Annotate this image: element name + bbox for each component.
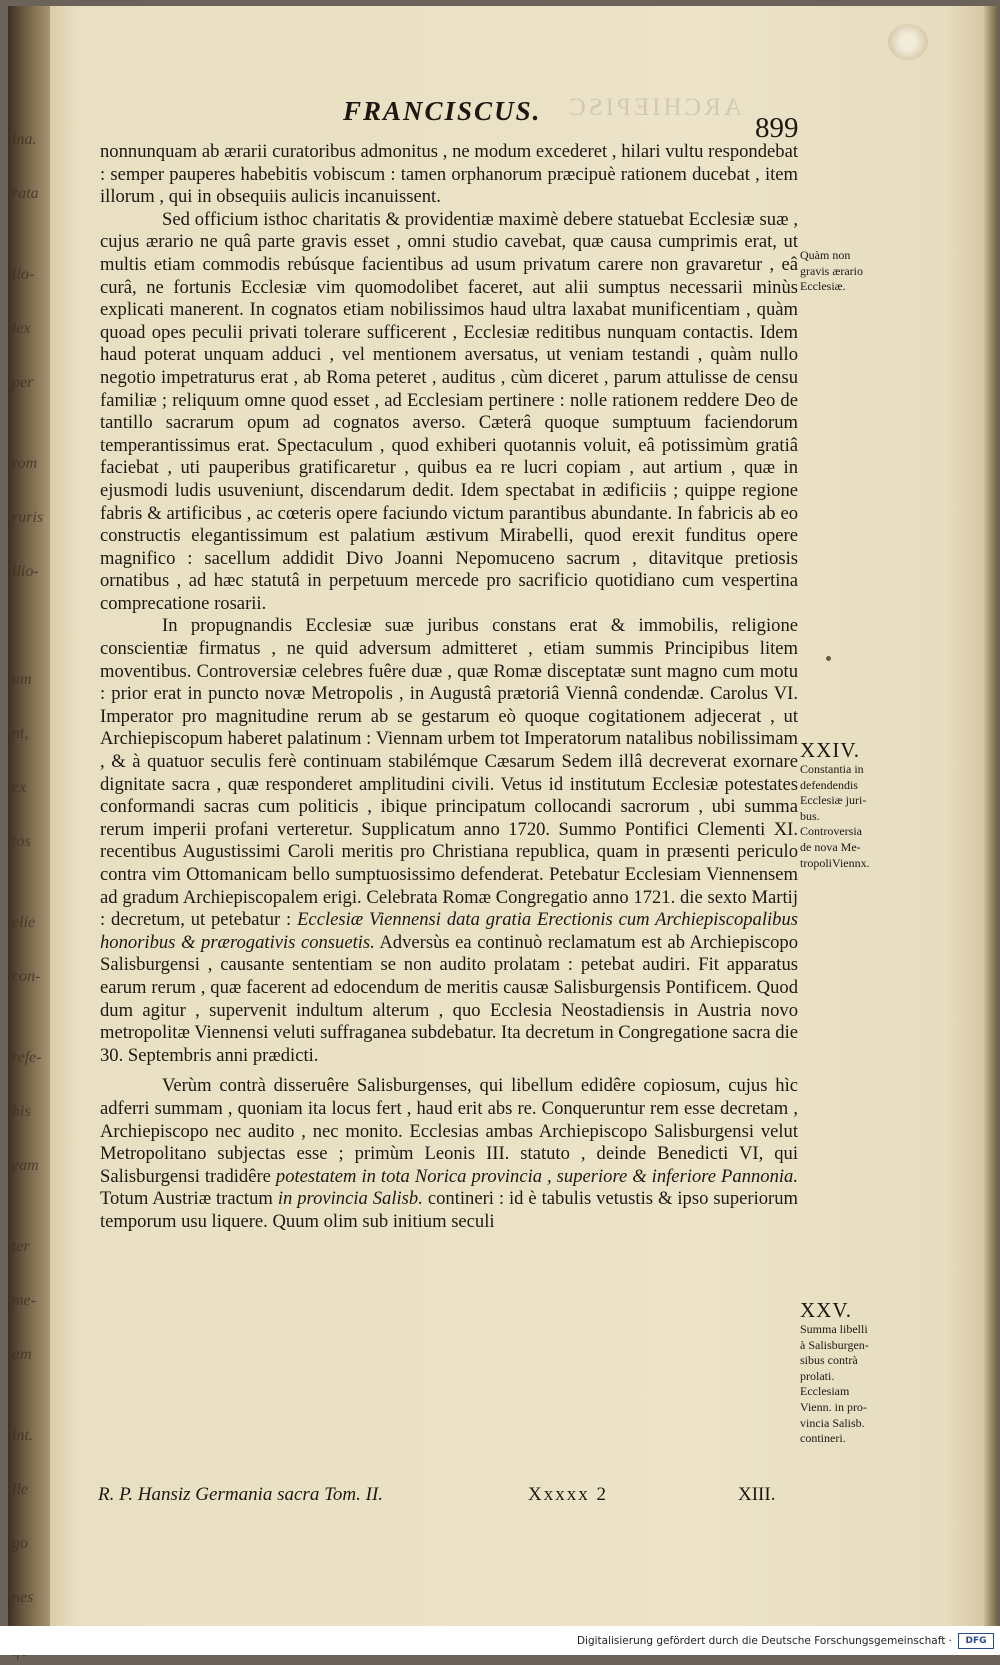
margin-note-1: Quàm non gravis ærario Ecclesiæ. <box>800 248 863 294</box>
main-text <box>100 141 798 1234</box>
decree-quote: Ecclesiæ Viennensi data gratia Erectionis cum Archiepiscopalibus honoribus & prærogativis consuetis. <box>100 909 799 953</box>
book-gutter <box>8 6 50 1626</box>
page-number: 899 <box>755 112 799 144</box>
ink-dot <box>826 656 831 661</box>
running-head-title: FRANCISCUS. <box>343 96 542 126</box>
digitization-bar <box>0 1626 1000 1655</box>
margin-note-3: XXV. Summa libelli à Salisburgen- sibus contrà prolati. Ecclesiam Vienn. in pro- vincia Salisb. contineri. <box>800 1298 896 1447</box>
signature-mark: Xxxxx 2 <box>528 1484 608 1505</box>
section-number-xxiv: XXIV. <box>800 738 861 762</box>
digitization-notice: Digitalisierung gefördert durch die Deutsche Forschungsgemeinschaft · <box>576 1635 952 1647</box>
dfg-logo: DFG <box>958 1633 994 1649</box>
source-citation: R. P. Hansiz Germania sacra Tom. II. <box>98 1484 384 1505</box>
paragraph-2: Sed officium isthoc charitatis & providentiæ maximè debere statuebat Ecclesiæ suæ , cujus ærario ne quâ parte gravis esset , omni studio cavebat, quæ causa cumprimis erat, ut multis etiam commodis rebúsque facientibus ad usum privatum carere non gravaretur , eâ curâ, ne fortunis Ecclesiæ vim quomodolibet faceret, aut alii sumptus necessarii minùs explicati manerent. In cognatos etiam nobilissimos haud ultra laxabat munificentiam , quàm quoad opes peculii privati tolerare sufficerent , Ecclesiæ reditibus nunquam contactis. Idem haud poterat unquam adduci , vel mentionem aversatus, ut veniam testandi , quàm nullo negotio impetraturus erat , ab Roma peteret , auditus , cùm diceret , parum attulisse de censu familiæ ; reliquum omne quod esset , ad Ecclesiam pertinere : nolle rationem reddere Deo de tantillo sacrarum opum ad cognatos averso. Cæterâ quoque sumptuum faciendorum temperantissimus erat. Spectaculum , quod exhiberi quotannis voluit, eâ potissimùm gratiâ faciebat , uti pauperibus gratificaretur , quibus ea re lucri copiam , aut artium , quæ in ejusmodi ludis usuveniunt, discendarum dedit. Idem spectabat in ædificiis ; quippe regione fabris & artificibus , ac cœteris opere faciundo victum parantibus abundante. In fabricis ab eo constructis elegantissimum est palatium æstivum Mirabelli, quod erexit funditus opere magnifico : sacellum addidit Divo Joanni Nepomuceno sacrum , ditavitque pretiosis ornatibus , ad hæc statutâ in perpetuum mercede pro sacrificio quotidiano cum vespertina comprecatione rosarii. <box>100 208 798 614</box>
section-number-xxv: XXV. <box>800 1298 853 1322</box>
catchword: XIII. <box>738 1484 776 1505</box>
paragraph-3: In propugnandis Ecclesiæ suæ juribus constans erat & immobilis, religione conscientiæ firmatus , ne quid adversum admitteret , etiam summis Principibus litem moventibus. Controversiæ celebres fuêre duæ , quæ Romæ disceptatæ sunt magno cum motu : prior erat in puncto novæ Metropolis , in Augustâ prætoriâ Viennâ condendæ. Carolus VI. Imperator pro magnitudine rerum ab se gestarum eò quoque cogitationem adjecerat , ut Archiepiscopum haberet palatinum : Viennam urbem tot Imperatorum natalibus nobilissimam , & à quatuor seculis ferè continuam stabilémque Cæsarum Sedem illâ decreverat exornare dignitate sacra , quæ responderet amplitudini civili. Vetus id institutum Ecclesiæ potestates conformandi sacras cum politicis , ibique principatum collocandi sacrorum , ubi summa rerum imperii profani verteretur. Supplicatum anno 1720. Summo Pontifici Clementi XI. recentibus Augustissimi Caroli meritis pro Christiana republica, quam in præsenti periculo contra vim Ottomanicam bello sumptuosissimo defenderat. Petebatur Ecclesiam Viennensem ad gradum Archiepiscopalem erigi. Celebrata Romæ Congregatio anno 1721. die sexto Martij : decretum, ut petebatur : Ecclesiæ Viennensi data gratia Erectionis cum Archiepiscopalibus honoribus & prærogativis consuetis. Adversùs ea continuò reclamatum est ab Archiepiscopo Salisburgensi , causante sententiam se non audito prolatam : petebat audiri. Fit apparatus earum rerum , quæ facerent ad edocendum de meritis causæ Salisburgensis Pontificem. Quod dum agitur , supervenit indultum alterum , quo Ecclesia Neostadiensis in Austria novo metropolitæ Viennensi veluti suffraganea subdebatur. Ita decretum in Congregatione sacra die 30. Septembris anni prædicti. <box>100 615 799 1066</box>
page-edge <box>984 6 998 1626</box>
gutter-text-fragments: ina. rata ilo- lex per rom ruris ilio- am nt, ex tos elie con- refe- his eam ter me- am int. lle go nes <box>12 131 44 1606</box>
margin-note-2: XXIV. Constantia in defendendis Ecclesiæ juri- bus. Controversia de nova Me- tropoliViennx. <box>800 738 896 871</box>
bleed-through-text: ARCHIEPISC <box>566 94 742 121</box>
book-page <box>8 6 998 1626</box>
paragraph-1: nonnunquam ab ærarii curatoribus admonitus , ne modum excederet , hilari vultu respondebat : semper pauperes habebitis vobiscum : tamen orphanorum præcipuè rationem ducebat , item illorum , qui in obsequiis aulicis incanuissent. <box>100 141 798 208</box>
paper-stain <box>888 24 928 60</box>
paragraph-4: Verùm contrà disseruêre Salisburgenses, qui libellum edidêre copiosum, cujus hìc adferri summam , quoniam ita locus fert , haud erit abs re. Conqueruntur rem esse decretam , Archiepiscopo nec audito , nec monito. Ecclesias ambas Archiepiscopo Salisburgensi velut Metropolitano subjectas esse ; primùm Leonis III. statuto , deinde Benedicti VI, qui Salisburgensi tradidêre potestatem in tota Norica provincia , superiore & inferiore Pannonia. Totum Austriæ tractum in provincia Salisb. contineri : id è tabulis vetustis & ipso superiorum temporum usu liquere. Quum olim sub initium seculi <box>100 1075 799 1232</box>
